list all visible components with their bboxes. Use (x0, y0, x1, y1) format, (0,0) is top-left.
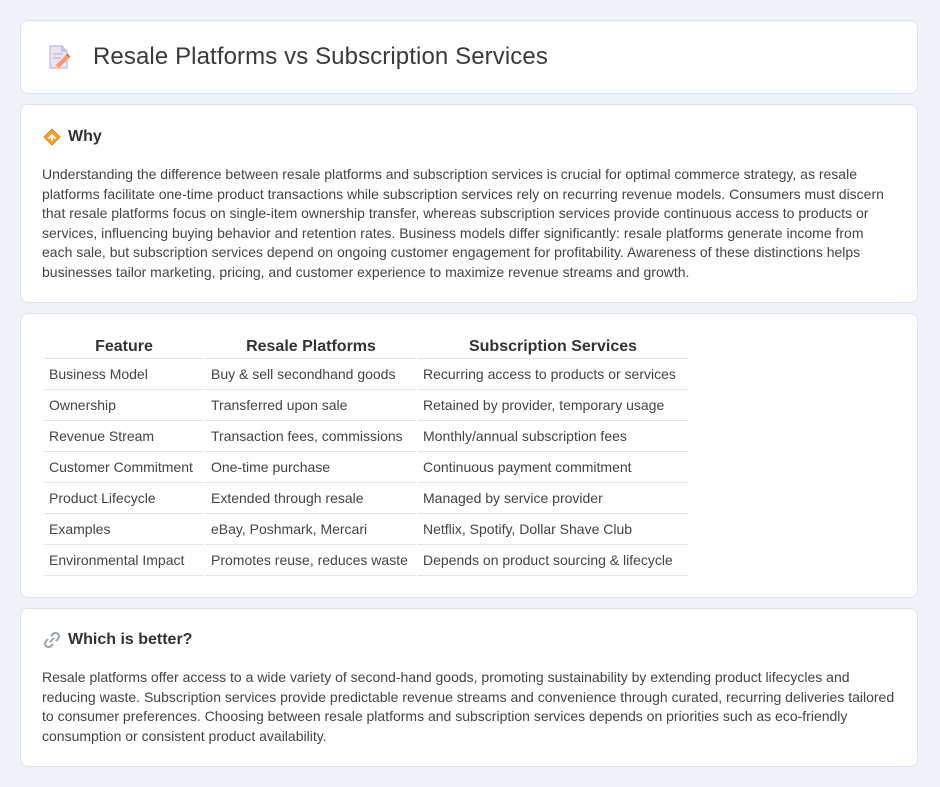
table-row (44, 514, 688, 545)
table-cell: Extended through resale (206, 483, 416, 514)
column-header-resale: Resale Platforms (206, 335, 416, 359)
title-row (45, 43, 548, 71)
which-better-section (20, 608, 918, 767)
why-heading: Why (68, 128, 102, 145)
table-cell: Promotes reuse, reduces waste (206, 545, 416, 576)
why-heading-row (43, 128, 102, 146)
title-card (20, 20, 918, 94)
table-cell: Business Model (44, 359, 204, 390)
column-header-subscription: Subscription Services (418, 335, 688, 359)
better-heading-row (43, 631, 192, 649)
comparison-section (20, 313, 918, 598)
page-title: Resale Platforms vs Subscription Services (93, 43, 548, 70)
table-cell: Examples (44, 514, 204, 545)
table-cell: Buy & sell secondhand goods (206, 359, 416, 390)
table-cell: Revenue Stream (44, 421, 204, 452)
link-icon (43, 631, 61, 649)
table-cell: Netflix, Spotify, Dollar Shave Club (418, 514, 688, 545)
diamond-arrows-icon (43, 128, 61, 146)
table-cell: Environmental Impact (44, 545, 204, 576)
table-cell: One-time purchase (206, 452, 416, 483)
table-header-row (44, 335, 688, 359)
table-cell: Product Lifecycle (44, 483, 204, 514)
table-row (44, 359, 688, 390)
better-heading: Which is better? (68, 631, 193, 648)
table-cell: Depends on product sourcing & lifecycle (418, 545, 688, 576)
column-header-feature: Feature (44, 335, 204, 359)
document-pencil-icon (45, 43, 73, 71)
table-cell: Continuous payment commitment (418, 452, 688, 483)
table-row (44, 421, 688, 452)
table-cell: Recurring access to products or services (418, 359, 688, 390)
table-cell: Customer Commitment (44, 452, 204, 483)
table-row (44, 483, 688, 514)
why-paragraph: Understanding the difference between resale platforms and subscription services is crucial for optimal commerce strategy, as resale platforms facilitate one-time product transactions while subscription services rely on recurring revenue models. Consumers must discern that resale platforms focus on single-item ownership transfer, whereas subscription services provide continuous access to products or services, influencing buying behavior and retention rates. Business models differ significantly: resale platforms generate income from each sale, but subscription services depend on ongoing customer engagement for profitability. Awareness of these distinctions helps businesses tailor marketing, pricing, and customer experience to maximize revenue streams and growth. (42, 166, 884, 280)
table-cell: Transaction fees, commissions (206, 421, 416, 452)
comparison-table (42, 335, 690, 576)
table-row (44, 390, 688, 421)
table-row (44, 452, 688, 483)
table-cell: Ownership (44, 390, 204, 421)
table-cell: Managed by service provider (418, 483, 688, 514)
table-cell: Monthly/annual subscription fees (418, 421, 688, 452)
table-row (44, 545, 688, 576)
table-cell: Retained by provider, temporary usage (418, 390, 688, 421)
better-paragraph: Resale platforms offer access to a wide variety of second-hand goods, promoting sustainability by extending product lifecycles and reducing waste. Subscription services provide predictable revenue streams and convenience through curated, recurring deliveries tailored to consumer preferences. Choosing between resale platforms and subscription services depends on priorities such as eco-friendly consumption or consistent product availability. (42, 669, 895, 744)
table-cell: eBay, Poshmark, Mercari (206, 514, 416, 545)
table-cell: Transferred upon sale (206, 390, 416, 421)
why-section (20, 104, 918, 303)
